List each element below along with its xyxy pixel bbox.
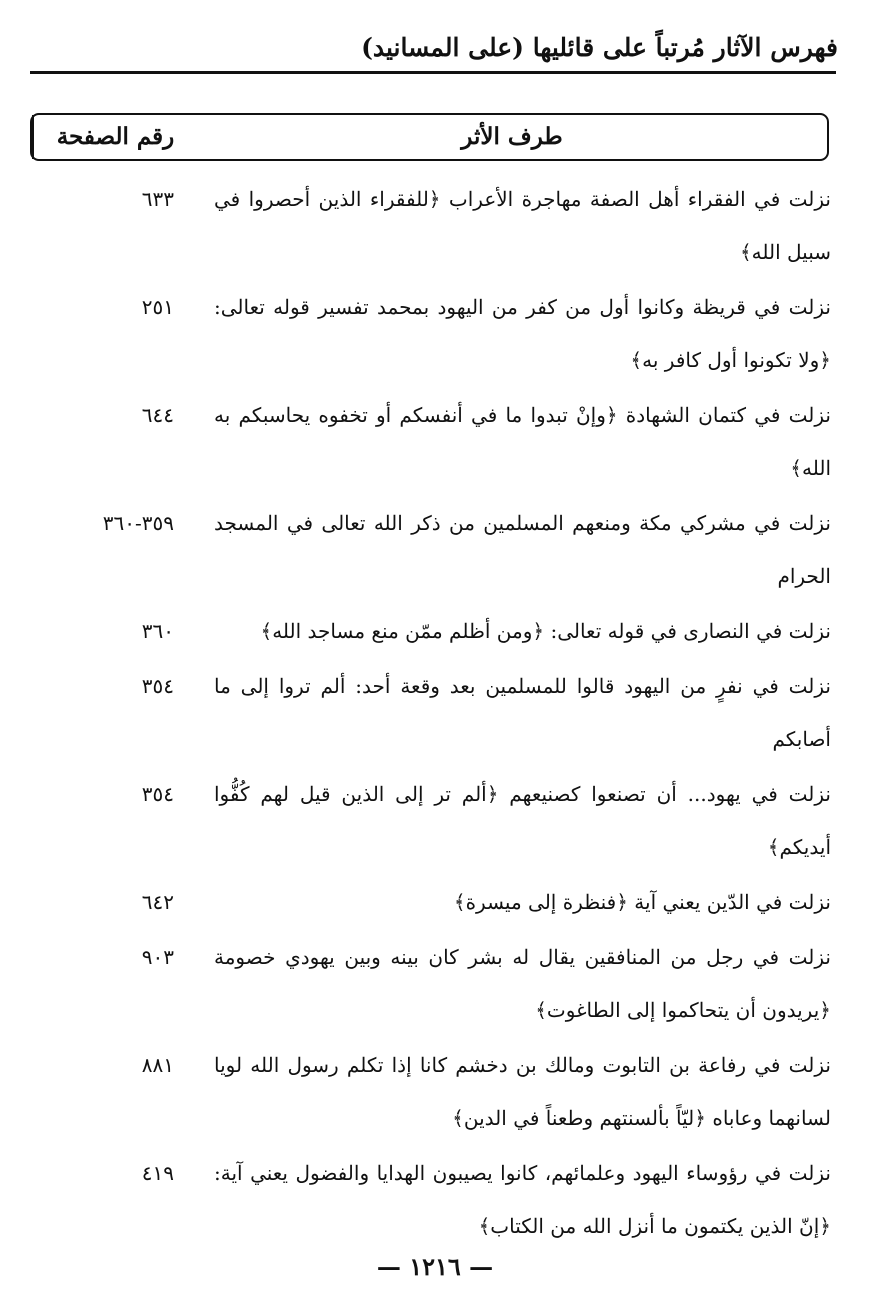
list-item xyxy=(0,1147,870,1253)
list-item xyxy=(0,876,870,929)
entry-page-number: ٦٤٢ xyxy=(141,890,174,914)
entry-page-number: ٨٨١ xyxy=(141,1053,174,1077)
entry-text: نزلت في النصارى في قوله تعالى: ﴿ومن أظلم ممّن منع مساجد الله﴾ xyxy=(260,619,831,643)
page-number: — ١٢١٦ — xyxy=(376,1252,494,1281)
entry-page-number: ٣٥٩-٣٦٠ xyxy=(102,511,174,535)
list-item xyxy=(0,389,870,495)
entry-text: نزلت في نفرٍ من اليهود قالوا للمسلمين بعد وقعة أحد: ألم تروا إلى ما أصابكم xyxy=(214,674,831,751)
list-item xyxy=(0,497,870,603)
list-item xyxy=(0,605,870,658)
entry-text: نزلت في رجل من المنافقين يقال له بشر كان بينه وبين يهودي خصومة ﴿يريدون أن يتحاكموا إلى الطاغوت﴾ xyxy=(214,945,831,1022)
table-header xyxy=(30,113,829,161)
list-item xyxy=(0,281,870,387)
entry-text: نزلت في يهود... أن تصنعوا كصنيعهم ﴿ألم تر إلى الذين قيل لهم كُفُّوا أيديكم﴾ xyxy=(214,782,831,859)
entry-text: نزلت في الفقراء أهل الصفة مهاجرة الأعراب ﴿للفقراء الذين أحصروا في سبيل الله﴾ xyxy=(214,187,831,264)
list-item xyxy=(0,1039,870,1145)
header-rule xyxy=(30,71,836,74)
entry-page-number: ٩٠٣ xyxy=(141,945,174,969)
entry-page-number: ٣٥٤ xyxy=(141,782,174,806)
list-item xyxy=(0,660,870,766)
entry-page-number: ٣٦٠ xyxy=(141,619,174,643)
list-item xyxy=(0,173,870,279)
running-head: فهرس الآثار مُرتباً على قائليها (على المسانيد) xyxy=(361,33,838,62)
entry-page-number: ٤١٩ xyxy=(141,1161,174,1185)
column-header-text: طرف الأثر xyxy=(461,123,563,150)
column-header-page: رقم الصفحة xyxy=(32,115,197,159)
list-item xyxy=(0,931,870,1037)
entry-text: نزلت في كتمان الشهادة ﴿وإنْ تبدوا ما في أنفسكم أو تخفوه يحاسبكم به الله﴾ xyxy=(214,403,831,480)
entry-text: نزلت في رؤوساء اليهود وعلمائهم، كانوا يصيبون الهدايا والفضول يعني آية: ﴿إنّ الذين يكتمون ما أنزل الله من الكتاب﴾ xyxy=(214,1161,831,1238)
entry-text: نزلت في الدّين يعني آية ﴿فنظرة إلى ميسرة﴾ xyxy=(453,890,831,914)
entry-page-number: ٣٥٤ xyxy=(141,674,174,698)
list-item xyxy=(0,768,870,874)
entry-text: نزلت في قريظة وكانوا أول من كفر من اليهود بمحمد تفسير قوله تعالى: ﴿ولا تكونوا أول كافر به﴾ xyxy=(214,295,831,372)
entry-page-number: ٦٣٣ xyxy=(141,187,174,211)
entry-text: نزلت في مشركي مكة ومنعهم المسلمين من ذكر الله تعالى في المسجد الحرام xyxy=(214,511,831,588)
entries-list xyxy=(0,173,870,1255)
entry-page-number: ٦٤٤ xyxy=(141,403,174,427)
entry-page-number: ٢٥١ xyxy=(141,295,174,319)
entry-text: نزلت في رفاعة بن التابوت ومالك بن دخشم كانا إذا تكلم رسول الله لويا لسانهما وعاباه ﴿ليّاً بألسنتهم وطعناً في الدين﴾ xyxy=(214,1053,831,1130)
